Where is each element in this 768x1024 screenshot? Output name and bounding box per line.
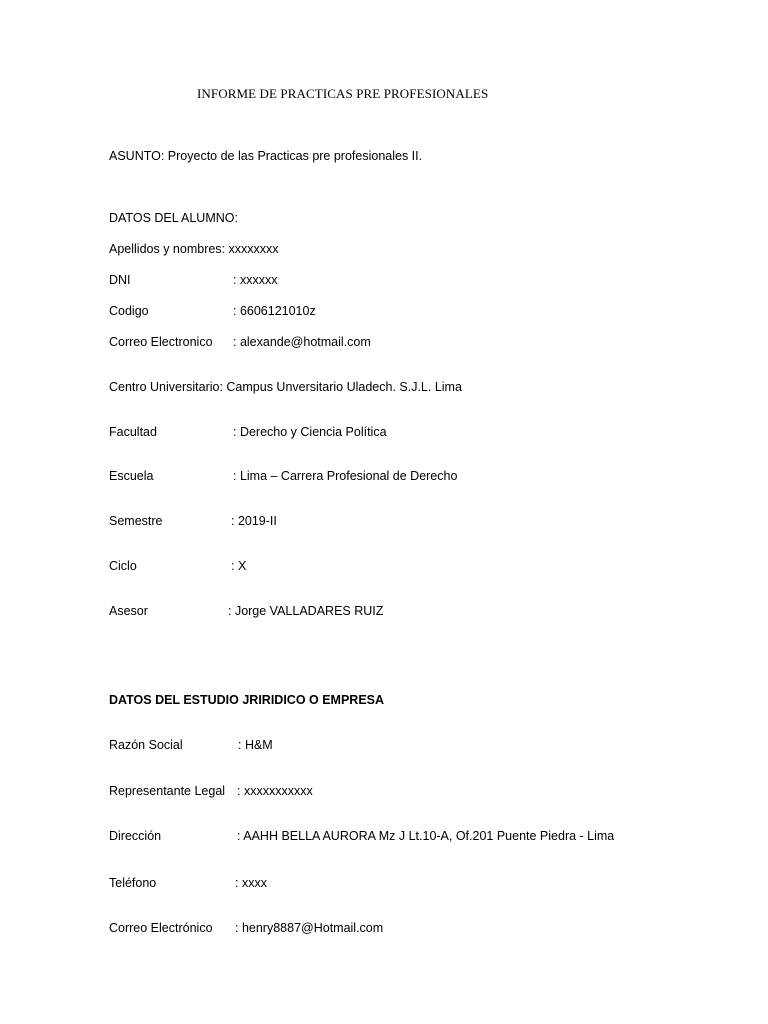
telefono-value: : xxxx xyxy=(235,876,267,890)
ciclo-row xyxy=(109,559,247,573)
correo-empresa-row xyxy=(109,921,384,935)
razon-label: Razón Social xyxy=(109,738,183,752)
codigo-value: : 6606121010z xyxy=(233,304,316,318)
ciclo-label: Ciclo xyxy=(109,559,137,573)
document-title: INFORME DE PRACTICAS PRE PROFESIONALES xyxy=(197,86,489,101)
alumno-heading: DATOS DEL ALUMNO: xyxy=(109,211,238,225)
asesor-row xyxy=(109,604,384,618)
codigo-row xyxy=(109,304,316,318)
representante-value: : xxxxxxxxxxx xyxy=(237,784,313,798)
telefono-label: Teléfono xyxy=(109,876,157,890)
asesor-label: Asesor xyxy=(109,604,148,618)
empresa-heading: DATOS DEL ESTUDIO JRIRIDICO O EMPRESA xyxy=(109,693,385,707)
dni-value: : xxxxxx xyxy=(233,273,278,287)
escuela-row xyxy=(109,469,458,483)
correo-row xyxy=(109,335,371,349)
dni-row xyxy=(109,273,278,287)
representante-label: Representante Legal xyxy=(109,784,226,798)
codigo-label: Codigo xyxy=(109,304,149,318)
semestre-value: : 2019-II xyxy=(231,514,277,528)
direccion-value: : AAHH BELLA AURORA Mz J Lt.10-A, Of.201 Puente Piedra - Lima xyxy=(237,829,615,843)
centro-line: Centro Universitario: Campus Unversitario Uladech. S.J.L. Lima xyxy=(109,380,462,394)
representante-row xyxy=(109,784,313,798)
correo-value: : alexande@hotmail.com xyxy=(233,335,371,349)
razon-value: : H&M xyxy=(238,738,273,752)
direccion-row xyxy=(109,829,615,843)
semestre-label: Semestre xyxy=(109,514,163,528)
facultad-row xyxy=(109,425,387,439)
escuela-value: : Lima – Carrera Profesional de Derecho xyxy=(233,469,458,483)
nombres-line: Apellidos y nombres: xxxxxxxx xyxy=(109,242,279,256)
semestre-row xyxy=(109,514,277,528)
ciclo-value: : X xyxy=(231,559,247,573)
correo-empresa-value: : henry8887@Hotmail.com xyxy=(235,921,384,935)
asunto-line: ASUNTO: Proyecto de las Practicas pre profesionales II. xyxy=(109,149,423,163)
asesor-value: : Jorge VALLADARES RUIZ xyxy=(228,604,384,618)
facultad-value: : Derecho y Ciencia Política xyxy=(233,425,387,439)
facultad-label: Facultad xyxy=(109,425,157,439)
dni-label: DNI xyxy=(109,273,131,287)
razon-row xyxy=(109,738,273,752)
correo-label: Correo Electronico xyxy=(109,335,213,349)
correo-empresa-label: Correo Electrónico xyxy=(109,921,213,935)
telefono-row xyxy=(109,876,267,890)
escuela-label: Escuela xyxy=(109,469,154,483)
direccion-label: Dirección xyxy=(109,829,162,843)
